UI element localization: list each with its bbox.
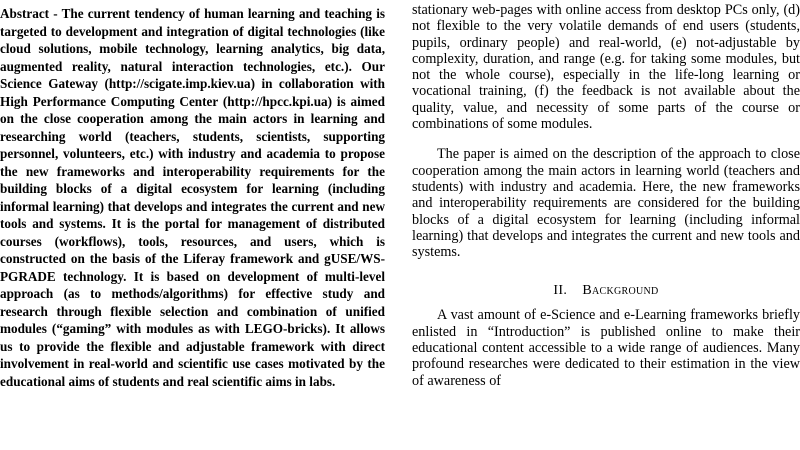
left-column bbox=[0, 0, 385, 450]
abstract-label: Abstract bbox=[0, 6, 50, 21]
paragraph-approach: The paper is aimed on the description of the approach to close cooperation among the main actors in learning world (teachers and students) with industry and academia. Here, the new frameworks and interoperability requirements are considered for the building blocks of a digital ecosystem for learning (including informal learning) that develops and integrates the current and new tools and systems. bbox=[412, 146, 800, 261]
abstract-text: - The current tendency of human learning and teaching is targeted to development and integration of digital technologies (like cloud solutions, mobile technology, learning analytics, big data, augmented reality, natural interaction technologies, etc.). Our Science Gateway (http://scigate.imp.kiev.ua) in collaboration with High Performance Computing Center (http://hpcc.kpi.ua) is aimed on the close cooperation among the main actors in learning and researching world (teachers, students, scientists, supporting personnel, volunteers, etc.) with industry and academia to propose the new frameworks and interoperability requirements for the building blocks of a digital ecosystem for learning (including informal learning) that develops and integrates the current and new tools and systems. It is the portal for management of distributed courses (workflows), tools, resources, and users, which is constructed on the basis of the Liferay framework and gUSE/WS-PGRADE technology. It is based on development of multi-level approach (as to methods/algorithms) for effective study and research through flexible selection and combination of unified modules (“gaming” with modules as with LEGO-bricks). It allows us to provide the flexible and adjustable framework with direct involvement in real-world and scientific use cases motivated by the educational aims of students and real scientific aims in labs. bbox=[0, 6, 385, 389]
section-title: Background bbox=[582, 283, 659, 299]
section-number: II. bbox=[553, 283, 568, 299]
abstract bbox=[0, 5, 385, 390]
paragraph-background: A vast amount of e-Science and e-Learning frameworks briefly enlisted in “Introduction” is published online to make their educational content accessible to a wide range of audiences. Many profound researches were dedicated to their estimation in the view of awareness of bbox=[412, 307, 800, 389]
section-heading bbox=[412, 283, 800, 299]
right-column bbox=[412, 0, 800, 450]
paragraph-continuation: stationary web-pages with online access from desktop PCs only, (d) not flexible to the very volatile demands of end users (students, pupils, ordinary people) and real-world, (e) not-adjustable by complexity, duration, and range (e.g. for taking some modules, but not the whole course), especially in the life-long learning or vocational training, (f) the feedback is not available about the quality, value, and necessity of some parts of the course or combinations of some modules. bbox=[412, 2, 800, 133]
